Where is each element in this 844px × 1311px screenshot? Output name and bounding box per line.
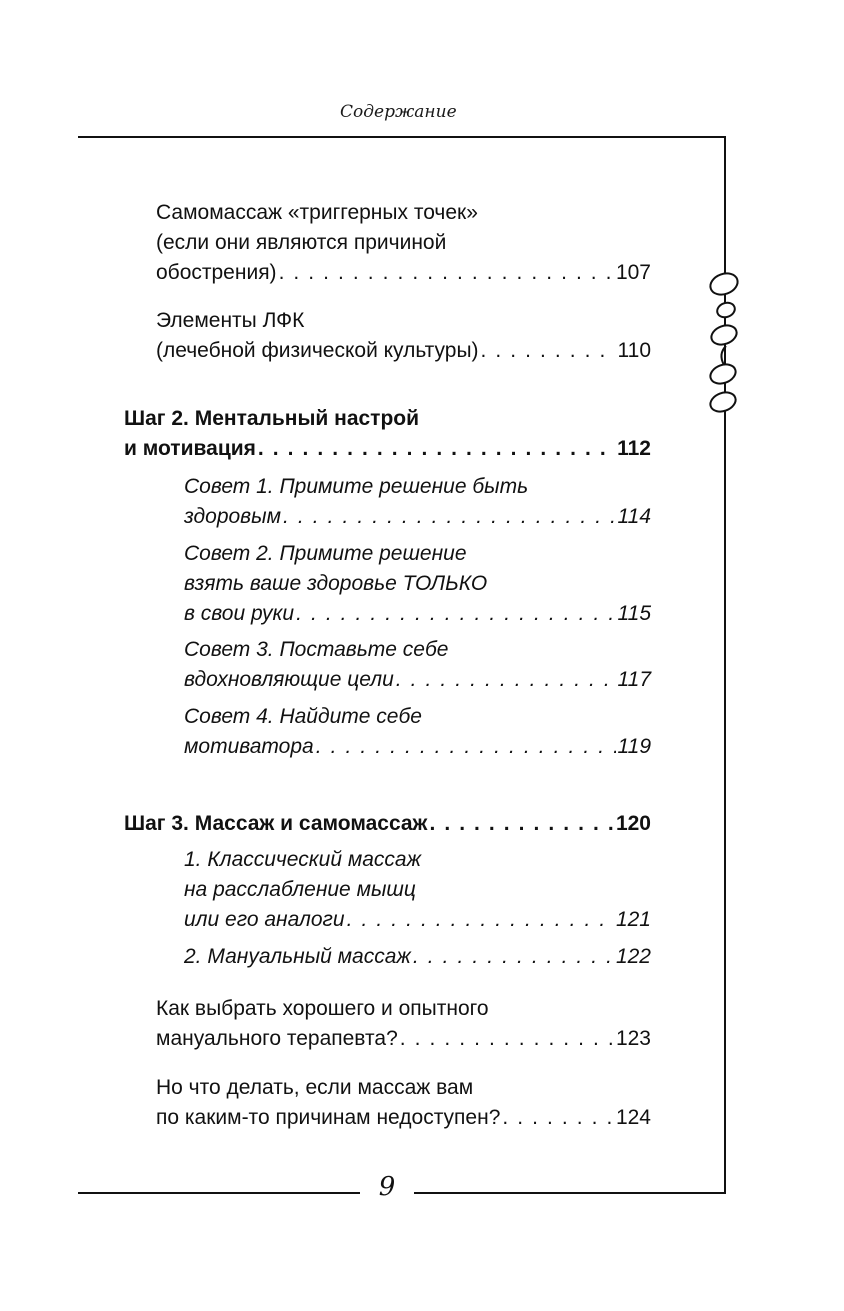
entry-text: Шаг 3. Массаж и самомассаж [124,812,428,835]
page-ref: 112 [617,437,651,460]
toc-entry-massage-unavailable[interactable] [156,1073,651,1133]
entry-text: мотиватора [184,735,314,758]
toc-entry-classic-massage[interactable] [184,845,651,935]
entry-text: вдохновляющие цели [184,668,394,691]
entry-text: или его аналоги [184,908,345,931]
toc-entry-tip-1[interactable] [184,472,651,532]
toc-entry-choose-therapist[interactable] [156,994,651,1054]
entry-line: Совет 1. Примите решение быть [184,475,529,498]
entry-line: на расслабление мышц [184,878,416,901]
dot-leader [347,905,614,935]
entry-text: обострения) [156,261,277,284]
page-ref: 110 [617,339,651,362]
toc-entry-tip-4[interactable] [184,702,651,762]
entry-text: мануального терапевта? [156,1027,398,1050]
toc-entry-trigger-points[interactable] [156,198,651,288]
dot-leader [429,809,614,839]
entry-text: 2. Мануальный массаж [184,945,411,968]
entry-line: (если они являются причиной [156,231,447,254]
bottom-rule-left [78,1192,360,1194]
entry-line: 1. Классический массаж [184,848,422,871]
entry-line: Совет 4. Найдите себе [184,705,422,728]
page-ref: 120 [615,812,651,835]
dot-leader [258,434,615,464]
entry-line: Но что делать, если массаж вам [156,1076,474,1099]
page-ref: 122 [615,945,651,968]
dot-leader [283,502,616,532]
entry-line: взять ваше здоровье ТОЛЬКО [184,572,488,595]
toc-entry-lfk[interactable] [156,306,651,366]
toc-entry-tip-3[interactable] [184,635,651,695]
entry-line: Совет 3. Поставьте себе [184,638,449,661]
page-number: 9 [378,1172,396,1202]
page-ref: 124 [615,1106,651,1129]
page-ref: 121 [615,908,651,931]
dot-leader [400,1024,614,1054]
dot-leader [316,732,616,762]
entry-line: Шаг 2. Ментальный настрой [124,407,420,430]
dot-leader [413,942,614,972]
toc-entry-manual-massage[interactable] [184,942,651,972]
page-ref: 119 [617,735,651,758]
page-ref: 123 [615,1027,651,1050]
entry-line: Совет 2. Примите решение [184,542,467,565]
toc-entry-step-2[interactable] [124,404,651,464]
dot-leader [296,599,615,629]
toc-entry-step-3[interactable] [124,809,651,839]
entry-text: и мотивация [124,437,256,460]
dot-leader [279,258,614,288]
entry-line: Как выбрать хорошего и опытного [156,997,489,1020]
running-header: Содержание [340,102,457,122]
page-ref: 114 [617,505,651,528]
entry-text: (лечебной физической культуры) [156,339,479,362]
entry-text: в свои руки [184,602,295,625]
entry-text: здоровым [184,505,281,528]
entry-line: Элементы ЛФК [156,309,305,332]
page-ref: 115 [617,602,651,625]
top-rule [78,136,726,138]
bottom-rule-right [414,1192,726,1194]
toc-entry-tip-2[interactable] [184,539,651,629]
chain-ornament-icon [698,262,752,422]
entry-text: по каким-то причинам недоступен? [156,1106,501,1129]
page-ref: 117 [617,668,651,691]
dot-leader [481,336,616,366]
page-ref: 107 [615,261,651,284]
dot-leader [396,665,616,695]
entry-line: Самомассаж «триггерных точек» [156,201,478,224]
dot-leader [502,1103,614,1133]
